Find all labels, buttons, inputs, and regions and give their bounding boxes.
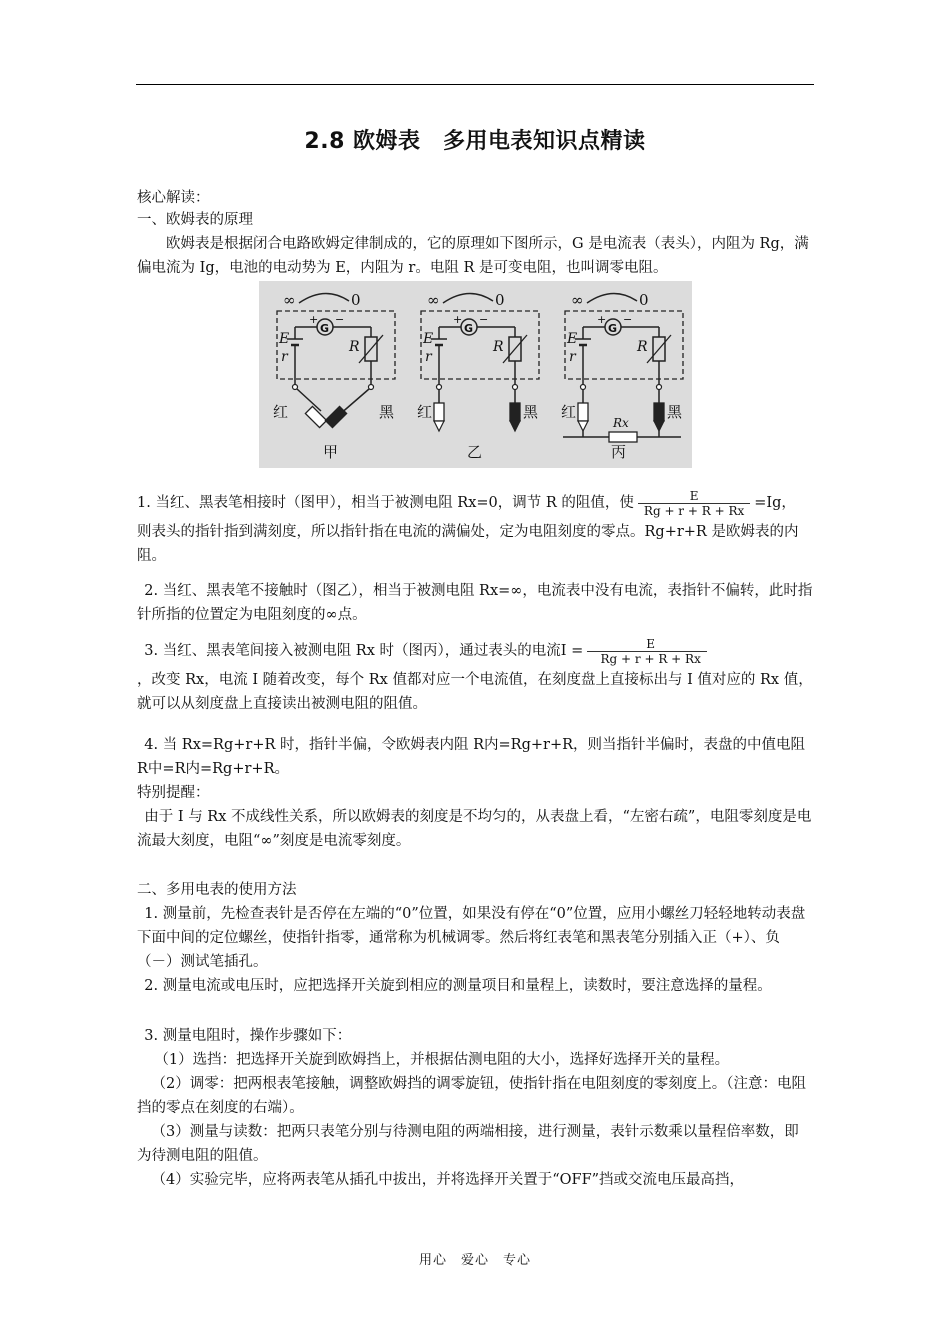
plus-sign: + (309, 313, 319, 326)
point-3-eq-lead: I = (560, 643, 584, 659)
black-probe-icon (654, 403, 664, 421)
dial-arc (443, 293, 493, 303)
usage-step-2: 2. 测量电流或电压时，应把选择开关旋到相应的测量项目和量程上，读数时，要注意选择的量程。 (144, 978, 772, 994)
galvanometer-label: G (320, 322, 330, 335)
tip-paragraph: 由于 I 与 Rx 不成线性关系，所以欧姆表的刻度是不均匀的，从表盘上看，“左密右疏”，电阻零刻度是电流最大刻度，电阻“∞”刻度是电流零刻度。 (137, 809, 812, 849)
point-1-fraction (638, 489, 750, 518)
usage-step-3-4: （4）实验完毕，应将两表笔从插孔中拔出，并将选择开关置于“OFF”挡或交流电压最高挡， (151, 1172, 745, 1188)
point-3-fraction (587, 637, 707, 666)
minus-sign: − (623, 313, 633, 326)
red-label: 红 (417, 403, 433, 421)
black-probe-icon (510, 403, 520, 421)
black-probe-tip (510, 421, 520, 431)
tip-label: 特别提醒： (137, 785, 210, 801)
zero-label: 0 (639, 291, 649, 309)
minus-sign: − (479, 313, 489, 326)
infinity-label: ∞ (571, 291, 584, 309)
test-resistor-icon (609, 432, 637, 442)
black-probe-icon (325, 406, 346, 427)
internal-resistance-label: r (569, 349, 576, 365)
rheostat-label: R (637, 339, 648, 355)
point-1 (137, 486, 813, 568)
point-3-continued: ，改变 Rx，电流 I 随着改变，每个 Rx 值都对应一个电流值，在刻度盘上直接标出与 I 值对应的 Rx 值，就可以从刻度盘上直接读出被测电阻的阻值。 (137, 672, 813, 712)
galvanometer-label: G (608, 322, 618, 335)
terminal (581, 385, 586, 390)
point-1-text-b: 则表头的指针指到满刻度，所以指针指在电流的满偏处，定为电阻刻度的零点。Rg+r+R 是欧姆表的内阻。 (137, 524, 799, 564)
emf-label: E (423, 331, 434, 347)
circuit-diagram (259, 281, 692, 468)
point-4: 4. 当 Rx=Rg+r+R 时，指针半偏，令欧姆表内阻 R内=Rg+r+R，则当指针半偏时，表盘的中值电阻 R中=R内=Rg+r+R。 (137, 737, 806, 777)
usage-step-3-3: （3）测量与读数：把两只表笔分别与待测电阻的两端相接，进行测量，表针示数乘以量程倍率数，即为待测电阻的阻值。 (137, 1124, 799, 1164)
point-3-text-a: 3. 当红、黑表笔间接入被测电阻 Rx 时（图丙），通过表头的电流 (144, 643, 561, 659)
page-title: 2.8 欧姆表 多用电表知识点精读 (304, 129, 646, 154)
emf-label: E (279, 331, 290, 347)
black-probe-tip (654, 421, 664, 431)
red-probe-tip (434, 421, 444, 431)
black-label: 黑 (379, 403, 395, 421)
red-probe-icon (434, 403, 444, 421)
plus-sign: + (597, 313, 607, 326)
panel-caption: 丙 (611, 443, 627, 461)
core-label: 核心解读： (137, 190, 210, 206)
red-probe-icon (578, 403, 588, 421)
red-probe-tip (578, 421, 588, 431)
terminal (293, 385, 298, 390)
minus-sign: − (335, 313, 345, 326)
red-label: 红 (561, 403, 577, 421)
page-footer: 用心 爱心 专心 (418, 1253, 531, 1268)
red-lead (297, 389, 321, 411)
section-2-heading: 二、多用电表的使用方法 (137, 882, 297, 898)
panel-caption: 甲 (323, 443, 339, 461)
usage-step-3-1: （1）选挡：把选择开关旋到欧姆挡上，并根据估测电阻的大小，选择好选择开关的量程。 (154, 1052, 730, 1068)
galvanometer-label: G (464, 322, 474, 335)
fraction-denominator: Rg + r + R + Rx (587, 651, 707, 666)
internal-resistance-label: r (281, 349, 288, 365)
point-1-text-a: 1. 当红、黑表笔相接时（图甲），相当于被测电阻 Rx=0，调节 R 的阻值，使 (137, 495, 634, 511)
infinity-label: ∞ (427, 291, 440, 309)
rheostat-label: R (493, 339, 504, 355)
panel-caption: 乙 (467, 443, 483, 461)
dial-arc (587, 293, 637, 303)
black-label: 黑 (667, 403, 683, 421)
test-resistor-label: Rx (613, 416, 629, 430)
terminal (513, 385, 518, 390)
fraction-numerator: E (646, 636, 656, 651)
point-1-eq-tail: =Ig， (754, 495, 796, 511)
fraction-denominator: Rg + r + R + Rx (638, 503, 750, 518)
internal-resistance-label: r (425, 349, 432, 365)
section-1-heading: 一、欧姆表的原理 (137, 212, 253, 228)
terminal (369, 385, 374, 390)
dial-arc (299, 293, 349, 303)
intro-paragraph: 欧姆表是根据闭合电路欧姆定律制成的，它的原理如下图所示，G 是电流表（表头），内阻为 Rg，满偏电流为 Ig，电池的电动势为 E，内阻为 r。电阻 R 是可变电阻，也叫调零电阻。 (137, 236, 809, 276)
red-probe-icon (305, 406, 326, 427)
zero-label: 0 (351, 291, 361, 309)
terminal (657, 385, 662, 390)
ohmmeter-circuit-figure (259, 281, 692, 468)
fraction-numerator: E (689, 488, 699, 503)
emf-label: E (567, 331, 578, 347)
usage-step-3: 3. 测量电阻时，操作步骤如下： (144, 1028, 352, 1044)
rheostat-label: R (349, 339, 360, 355)
header-rule (136, 84, 814, 85)
point-3 (137, 634, 813, 668)
point-2: 2. 当红、黑表笔不接触时（图乙），相当于被测电阻 Rx=∞，电流表中没有电流，表指针不偏转，此时指针所指的位置定为电阻刻度的∞点。 (137, 583, 813, 623)
terminal (437, 385, 442, 390)
usage-step-3-2: （2）调零：把两根表笔接触，调整欧姆挡的调零旋钮，使指针指在电阻刻度的零刻度上。（注意：电阻挡的零点在刻度的右端）。 (137, 1076, 806, 1116)
usage-step-1: 1. 测量前，先检查表针是否停在左端的“0”位置，如果没有停在“0”位置，应用小螺丝刀轻轻地转动表盘下面中间的定位螺丝，使指针指零，通常称为机械调零。然后将红表笔和黑表笔分别插入正（+）、负（－）测试笔插孔。 (137, 906, 806, 970)
plus-sign: + (453, 313, 463, 326)
infinity-label: ∞ (283, 291, 296, 309)
red-label: 红 (273, 403, 289, 421)
black-label: 黑 (523, 403, 539, 421)
zero-label: 0 (495, 291, 505, 309)
